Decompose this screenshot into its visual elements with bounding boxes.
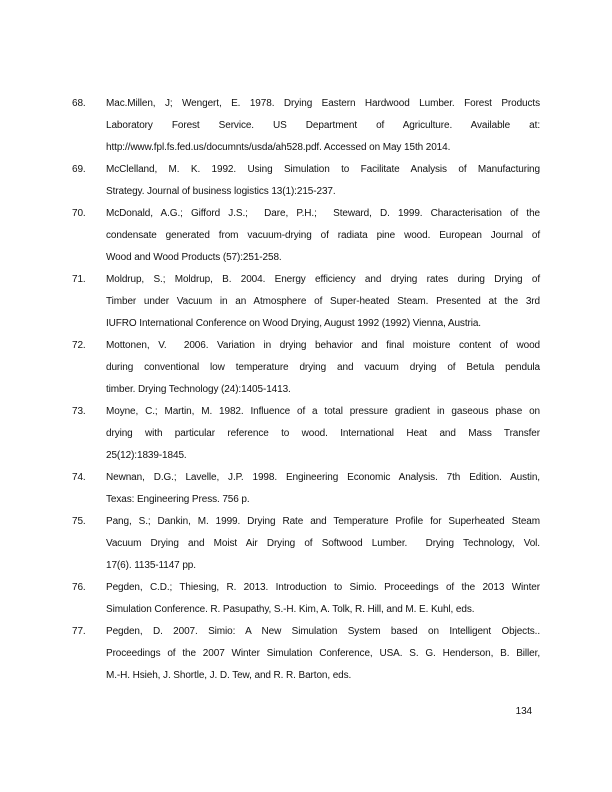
reference-line: Pang, S.; Dankin, M. 1999. Drying Rate and Temperature Profile for Superheated Steam: [106, 516, 540, 527]
reference-text: [106, 203, 540, 269]
reference-item: [72, 621, 540, 687]
reference-item: [72, 93, 540, 159]
reference-line: Mottonen, V. 2006. Variation in drying behavior and final moisture content of wood: [106, 340, 540, 351]
reference-line: condensate generated from vacuum-drying of radiata pine wood. European Journal of: [106, 230, 540, 241]
reference-line: 17(6). 1135-1147 pp.: [106, 560, 196, 571]
reference-number: 71.: [72, 274, 86, 285]
reference-number: 74.: [72, 472, 86, 483]
reference-number: 77.: [72, 626, 86, 637]
reference-item: [72, 401, 540, 467]
reference-line: Moyne, C.; Martin, M. 1982. Influence of a total pressure gradient in gaseous phase on: [106, 406, 540, 417]
reference-line: IUFRO International Conference on Wood Drying, August 1992 (1992) Vienna, Austria.: [106, 318, 481, 329]
reference-line: Timber under Vacuum in an Atmosphere of Super-heated Steam. Presented at the 3rd: [106, 296, 540, 307]
reference-line: Moldrup, S.; Moldrup, B. 2004. Energy efficiency and drying rates during Drying of: [106, 274, 540, 285]
reference-text: [106, 159, 540, 203]
reference-number: 68.: [72, 98, 86, 109]
reference-item: [72, 335, 540, 401]
reference-line: Laboratory Forest Service. US Department of Agriculture. Available at:: [106, 120, 540, 131]
reference-number: 75.: [72, 516, 86, 527]
reference-line: McDonald, A.G.; Gifford J.S.; Dare, P.H.; Steward, D. 1999. Characterisation of the: [106, 208, 540, 219]
reference-number: 72.: [72, 340, 86, 351]
reference-text: [106, 621, 540, 687]
reference-line: Vacuum Drying and Moist Air Drying of Softwood Lumber. Drying Technology, Vol.: [106, 538, 540, 549]
reference-text: [106, 93, 540, 159]
reference-item: [72, 511, 540, 577]
reference-line: Simulation Conference. R. Pasupathy, S.-H. Kim, A. Tolk, R. Hill, and M. E. Kuhl, eds.: [106, 604, 475, 615]
reference-line: McClelland, M. K. 1992. Using Simulation to Facilitate Analysis of Manufacturing: [106, 164, 540, 175]
reference-line: drying with particular reference to wood. International Heat and Mass Transfer: [106, 428, 540, 439]
reference-text: [106, 401, 540, 467]
reference-text: [106, 577, 540, 621]
reference-item: [72, 159, 540, 203]
reference-number: 73.: [72, 406, 86, 417]
reference-line: Pegden, C.D.; Thiesing, R. 2013. Introduction to Simio. Proceedings of the 2013 Winter: [106, 582, 540, 593]
reference-item: [72, 203, 540, 269]
reference-line: Wood and Wood Products (57):251-258.: [106, 252, 282, 263]
page-number: 134: [515, 706, 532, 717]
reference-text: [106, 269, 540, 335]
reference-item: [72, 577, 540, 621]
reference-line: timber. Drying Technology (24):1405-1413.: [106, 384, 291, 395]
reference-line: Texas: Engineering Press. 756 p.: [106, 494, 250, 505]
reference-line: Newnan, D.G.; Lavelle, J.P. 1998. Engineering Economic Analysis. 7th Edition. Austin,: [106, 472, 540, 483]
reference-line: http://www.fpl.fs.fed.us/documnts/usda/ah528.pdf. Accessed on May 15th 2014.: [106, 142, 451, 153]
reference-line: Strategy. Journal of business logistics 13(1):215-237.: [106, 186, 336, 197]
reference-item: [72, 467, 540, 511]
reference-line: during conventional low temperature drying and vacuum drying of Betula pendula: [106, 362, 540, 373]
reference-list: [72, 93, 540, 687]
reference-line: Mac.Millen, J; Wengert, E. 1978. Drying Eastern Hardwood Lumber. Forest Products: [106, 98, 540, 109]
reference-number: 76.: [72, 582, 86, 593]
reference-number: 70.: [72, 208, 86, 219]
reference-text: [106, 511, 540, 577]
reference-number: 69.: [72, 164, 86, 175]
reference-text: [106, 335, 540, 401]
reference-item: [72, 269, 540, 335]
reference-line: 25(12):1839-1845.: [106, 450, 187, 461]
reference-line: Proceedings of the 2007 Winter Simulation Conference, USA. S. G. Henderson, B. Biller,: [106, 648, 540, 659]
reference-text: [106, 467, 540, 511]
reference-line: Pegden, D. 2007. Simio: A New Simulation System based on Intelligent Objects..: [106, 626, 540, 637]
reference-line: M.-H. Hsieh, J. Shortle, J. D. Tew, and R. R. Barton, eds.: [106, 670, 352, 681]
